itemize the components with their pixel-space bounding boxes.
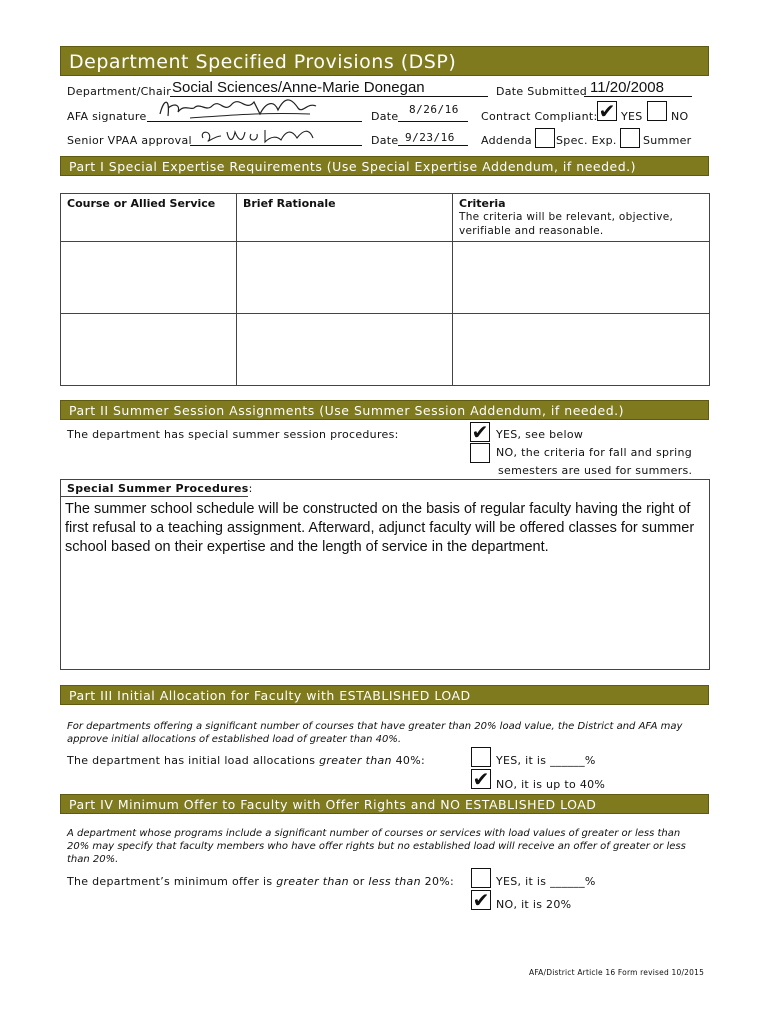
- table-cell[interactable]: [237, 242, 453, 314]
- vpaa-approval-label: Senior VPAA approval: [67, 134, 192, 147]
- part4-yes-label: YES, it is ______%: [496, 875, 596, 888]
- form-footer: AFA/District Article 16 Form revised 10/2015: [529, 968, 705, 977]
- table-cell[interactable]: [237, 314, 453, 386]
- vpaa-date-line: [398, 145, 468, 146]
- part3-no-label: NO, it is up to 40%: [496, 778, 606, 791]
- part4-no-label: NO, it is 20%: [496, 898, 572, 911]
- part1-heading: Part I Special Expertise Requirements (Use Special Expertise Addendum, if needed.): [60, 156, 709, 176]
- table-cell[interactable]: [61, 314, 237, 386]
- addenda-spec-checkbox[interactable]: [535, 128, 555, 148]
- col-rationale-header: Brief Rationale: [237, 194, 453, 242]
- summer-yes-label: YES, see below: [496, 428, 584, 441]
- part2-heading: Part II Summer Session Assignments (Use Summer Session Addendum, if needed.): [60, 400, 709, 420]
- vpaa-date-value[interactable]: 9/23/16: [405, 131, 455, 144]
- table-row: [61, 314, 710, 386]
- criteria-title: Criteria: [459, 197, 506, 210]
- table-cell[interactable]: [61, 242, 237, 314]
- part4-yes-checkbox[interactable]: [471, 868, 491, 888]
- summer-yes-checkbox[interactable]: ✔: [471, 420, 489, 444]
- col-criteria-header: [453, 194, 710, 242]
- col-course-header: Course or Allied Service: [61, 194, 237, 242]
- afa-signature-image: [150, 94, 330, 124]
- contract-no-label: NO: [671, 110, 689, 123]
- form-title: Department Specified Provisions (DSP): [60, 46, 709, 76]
- department-chair-value[interactable]: Social Sciences/Anne-Marie Donegan: [172, 79, 425, 96]
- afa-signature-label: AFA signature: [67, 110, 147, 123]
- summer-label: Summer: [643, 134, 692, 147]
- contract-yes-label: YES: [621, 110, 643, 123]
- summer-no-label-cont: semesters are used for summers.: [498, 464, 693, 477]
- table-row: [61, 242, 710, 314]
- summer-no-checkbox[interactable]: [470, 443, 490, 463]
- contract-yes-checkbox[interactable]: ✔: [598, 99, 616, 123]
- special-expertise-table: [60, 193, 710, 386]
- afa-date-value[interactable]: 8/26/16: [409, 103, 459, 116]
- vpaa-date-label: Date: [371, 134, 399, 147]
- special-summer-procedures-label: Special Summer Procedures:: [67, 482, 253, 495]
- afa-date-line: [398, 121, 468, 122]
- department-chair-label: Department/Chair: [67, 85, 172, 98]
- part3-yes-checkbox[interactable]: [471, 747, 491, 767]
- part4-heading: Part IV Minimum Offer to Faculty with Offer Rights and NO ESTABLISHED LOAD: [60, 794, 709, 814]
- part3-no-checkbox[interactable]: ✔: [472, 767, 490, 791]
- date-submitted-value[interactable]: 11/20/2008: [590, 79, 664, 96]
- part3-note: For departments offering a significant number of courses that have greater than 20% load value, the District and AFA may approve initial allocations of established load of greater than 40%.: [67, 721, 683, 745]
- part4-note: A department whose programs include a significant number of courses or services with load values of greater or less than 20% may specify that faculty members who have offer rights but no established load will receive an offer of greater or less than 20%.: [67, 828, 686, 865]
- spec-exp-label: Spec. Exp.: [556, 134, 617, 147]
- date-submitted-line: [584, 96, 692, 97]
- summer-no-label: NO, the criteria for fall and spring: [496, 446, 693, 459]
- special-summer-procedures-text: The summer school schedule will be constructed on the basis of regular faculty having the right of first refusal to a teaching assignment. Afterward, adjunct faculty will be offered classes for summer school based on their expertise and the length of service in the department.: [65, 501, 695, 555]
- addenda-label: Addenda: [481, 134, 532, 147]
- part3-yes-label: YES, it is ______%: [496, 754, 596, 767]
- part4-statement: The department’s minimum offer is greater than or less than 20%:: [67, 875, 455, 888]
- date-submitted-label: Date Submitted: [496, 85, 588, 98]
- addenda-summer-checkbox[interactable]: [620, 128, 640, 148]
- criteria-note: The criteria will be relevant, objective, verifiable and reasonable.: [459, 211, 674, 237]
- summer-procedures-statement: The department has special summer session procedures:: [67, 428, 399, 441]
- afa-date-label: Date: [371, 110, 399, 123]
- table-cell[interactable]: [453, 242, 710, 314]
- part3-heading: Part III Initial Allocation for Faculty with ESTABLISHED LOAD: [60, 685, 709, 705]
- table-cell[interactable]: [453, 314, 710, 386]
- contract-compliant-label: Contract Compliant:: [481, 110, 598, 123]
- part4-no-checkbox[interactable]: ✔: [472, 888, 490, 912]
- procedures-label-underline: [60, 496, 248, 497]
- contract-no-checkbox[interactable]: [647, 101, 667, 121]
- vpaa-signature-image: [195, 124, 345, 148]
- part3-statement: The department has initial load allocations greater than 40%:: [67, 754, 425, 767]
